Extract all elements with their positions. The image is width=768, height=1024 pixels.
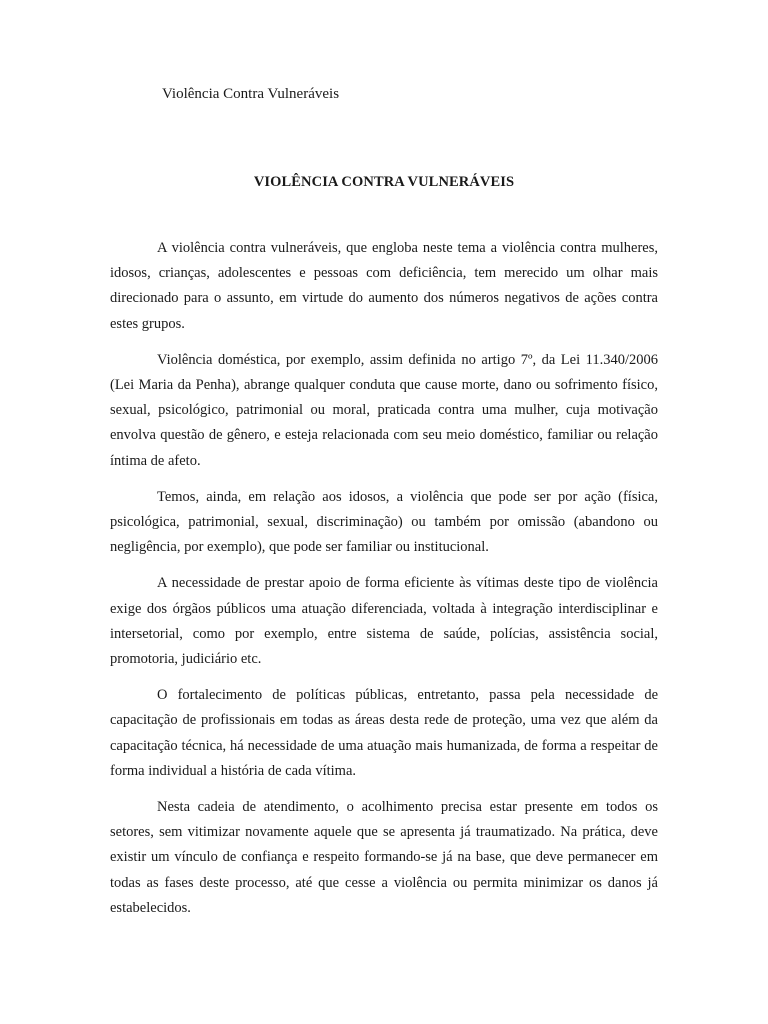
paragraph: Violência doméstica, por exemplo, assim definida no artigo 7º, da Lei 11.340/2006 (Lei Maria da Penha), abrange qualquer conduta que cause morte, dano ou sofrimento físico, sexual, psicológico, patrimonial ou moral, praticada contra uma mulher, cuja motivação envolva questão de gênero, e esteja relacionada com seu meio doméstico, familiar ou relação íntima de afeto.	[110, 351, 658, 469]
document-body	[110, 236, 658, 932]
paragraph: A necessidade de prestar apoio de forma eficiente às vítimas deste tipo de violência exige dos órgãos públicos uma atuação diferenciada, voltada à integração interdisciplinar e intersetorial, como por exemplo, entre sistema de saúde, polícias, assistência social, promotoria, judiciário etc.	[110, 575, 658, 668]
document-title: VIOLÊNCIA CONTRA VULNERÁVEIS	[253, 174, 515, 190]
paragraph: O fortalecimento de políticas públicas, entretanto, passa pela necessidade de capacitação de profissionais em todas as áreas desta rede de proteção, uma vez que além da capacitação técnica, há necessidade de uma atuação mais humanizada, de forma a respeitar de forma individual a história de cada vítima.	[110, 687, 658, 779]
paragraph: Temos, ainda, em relação aos idosos, a violência que pode ser por ação (física, psicológica, patrimonial, sexual, discriminação) ou também por omissão (abandono ou negligência, por exemplo), que pode ser familiar ou institucional.	[110, 488, 658, 556]
running-header: Violência Contra Vulneráveis	[162, 86, 340, 102]
paragraph: A violência contra vulneráveis, que engloba neste tema a violência contra mulheres, idosos, crianças, adolescentes e pessoas com deficiência, tem merecido um olhar mais direcionado para o assunto, em virtude do aumento dos números negativos de ações contra estes grupos.	[110, 240, 658, 332]
paragraph: Nesta cadeia de atendimento, o acolhimento precisa estar presente em todos os setores, sem vitimizar novamente aquele que se apresenta já traumatizado. Na prática, deve existir um vínculo de confiança e respeito formando-se já na base, que deve permanecer em todas as fases deste processo, até que cesse a violência ou permita minimizar os danos já estabelecidos.	[110, 799, 658, 916]
